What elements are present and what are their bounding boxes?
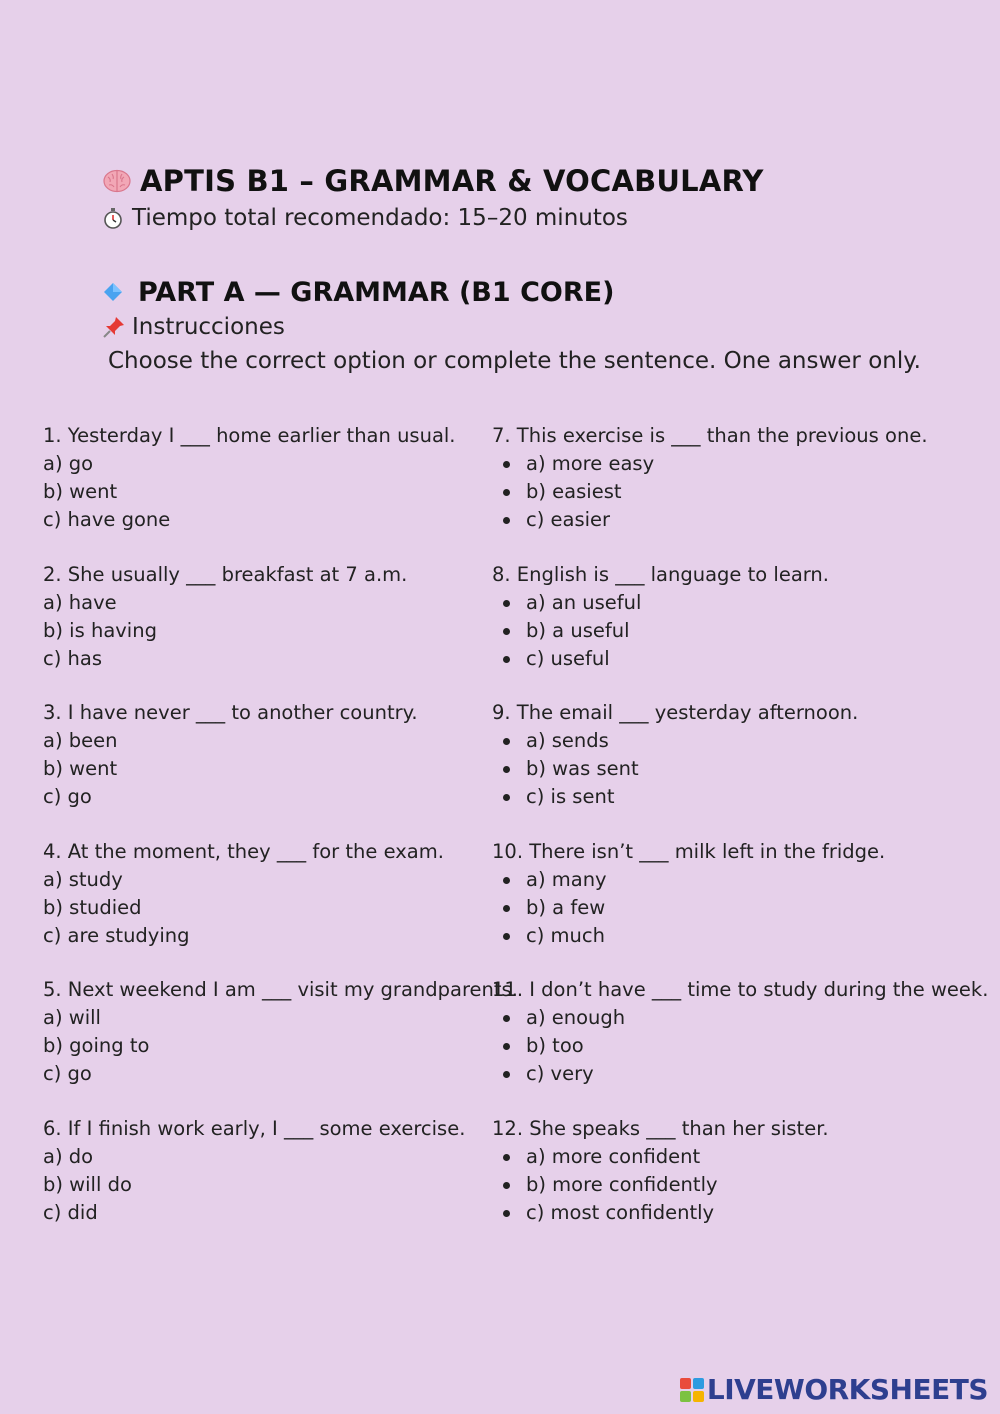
page-title: APTIS B1 – GRAMMAR & VOCABULARY	[140, 164, 764, 198]
answer-option[interactable]: a) study	[43, 867, 123, 891]
question-text: 12. She speaks ___ than her sister.	[492, 1116, 829, 1140]
question-text: 5. Next weekend I am ___ visit my grandparents.	[43, 978, 518, 1002]
answer-option[interactable]: c) very	[492, 1060, 982, 1088]
answer-option[interactable]: a) more easy	[492, 450, 982, 478]
time-row	[102, 202, 962, 234]
answer-option[interactable]: c) are studying	[43, 923, 190, 947]
question-item	[492, 1115, 982, 1254]
answer-option[interactable]: b) too	[492, 1032, 982, 1060]
answer-option[interactable]: b) was sent	[492, 755, 982, 783]
question-item	[492, 699, 982, 838]
answer-option[interactable]: c) did	[43, 1200, 98, 1224]
brain-icon	[102, 166, 132, 196]
question-text: 8. English is ___ language to learn.	[492, 562, 829, 586]
logo-text: LIVEWORKSHEETS	[706, 1373, 988, 1406]
recommended-time: Tiempo total recomendado: 15–20 minutos	[132, 205, 628, 231]
answer-option[interactable]: b) easiest	[492, 478, 982, 506]
answer-option[interactable]: c) go	[43, 1062, 92, 1086]
answer-option[interactable]: b) went	[43, 480, 118, 503]
answer-option[interactable]: b) will do	[43, 1172, 132, 1196]
answer-option[interactable]: a) more confident	[492, 1143, 982, 1171]
answer-option[interactable]: a) sends	[492, 727, 982, 755]
logo-square	[680, 1378, 691, 1389]
questions-column-right	[492, 422, 989, 1254]
answer-option[interactable]: a) enough	[492, 1004, 982, 1032]
question-text: 11. I don’t have ___ time to study during the week.	[492, 978, 989, 1002]
question-text: 4. At the moment, they ___ for the exam.	[43, 839, 444, 863]
instructions-label: Instrucciones	[132, 314, 285, 340]
question-item	[492, 838, 982, 977]
answer-option[interactable]: c) easier	[492, 506, 982, 534]
answer-option[interactable]: b) a useful	[492, 617, 982, 645]
stopwatch-icon	[102, 207, 124, 229]
answer-option[interactable]: b) went	[43, 757, 118, 781]
logo-squares-icon	[680, 1378, 704, 1402]
answer-option[interactable]: b) going to	[43, 1034, 150, 1058]
question-text: 7. This exercise is ___ than the previous one.	[492, 424, 928, 447]
question-text: 6. If I finish work early, I ___ some exercise.	[43, 1116, 466, 1140]
answer-option[interactable]: b) is having	[43, 618, 157, 642]
title-row	[102, 160, 962, 202]
answer-option[interactable]: a) been	[43, 729, 118, 753]
logo-square	[693, 1378, 704, 1389]
worksheet-header	[102, 160, 962, 374]
blue-diamond-icon	[102, 281, 124, 303]
answer-option[interactable]: b) a few	[492, 894, 982, 922]
answer-option[interactable]: a) an useful	[492, 589, 982, 617]
question-item	[43, 976, 518, 1115]
answer-option[interactable]: a) do	[43, 1144, 94, 1168]
question-text: 10. There isn’t ___ milk left in the fridge.	[492, 839, 886, 863]
question-item	[492, 561, 982, 700]
answer-option[interactable]: b) more confidently	[492, 1171, 982, 1199]
logo-square	[680, 1391, 691, 1402]
instructions-row	[102, 312, 962, 342]
answer-option[interactable]: c) useful	[492, 645, 982, 673]
answer-option[interactable]: c) go	[43, 785, 92, 809]
question-text: 2. She usually ___ breakfast at 7 a.m.	[43, 562, 408, 586]
answer-option[interactable]: c) most confidently	[492, 1199, 982, 1227]
question-item	[43, 561, 493, 700]
part-title: PART A — GRAMMAR (B1 CORE)	[138, 276, 615, 308]
question-text: 1. Yesterday I ___ home earlier than usual.	[43, 424, 456, 447]
answer-option[interactable]: a) many	[492, 866, 982, 894]
question-text: 3. I have never ___ to another country.	[43, 701, 418, 725]
part-heading-row	[102, 272, 962, 312]
questions-column-left	[43, 422, 518, 1254]
question-item	[492, 976, 989, 1115]
answer-option[interactable]: a) have	[43, 590, 117, 614]
logo-square	[693, 1391, 704, 1402]
liveworksheets-logo[interactable]	[680, 1373, 988, 1406]
pushpin-icon	[102, 315, 126, 339]
answer-option[interactable]: b) studied	[43, 895, 142, 919]
question-item	[43, 422, 493, 561]
question-item	[43, 1115, 493, 1254]
question-item	[43, 699, 493, 838]
answer-option[interactable]: c) have gone	[43, 508, 171, 531]
question-text: 9. The email ___ yesterday afternoon.	[492, 701, 859, 725]
question-item	[492, 422, 982, 561]
answer-option[interactable]: a) will	[43, 1006, 101, 1030]
answer-option[interactable]: a) go	[43, 452, 94, 475]
answer-option[interactable]: c) has	[43, 646, 102, 670]
answer-option[interactable]: c) is sent	[492, 783, 982, 811]
answer-option[interactable]: c) much	[492, 922, 982, 950]
question-item	[43, 838, 493, 977]
instructions-text: Choose the correct option or complete the sentence. One answer only.	[108, 348, 921, 374]
